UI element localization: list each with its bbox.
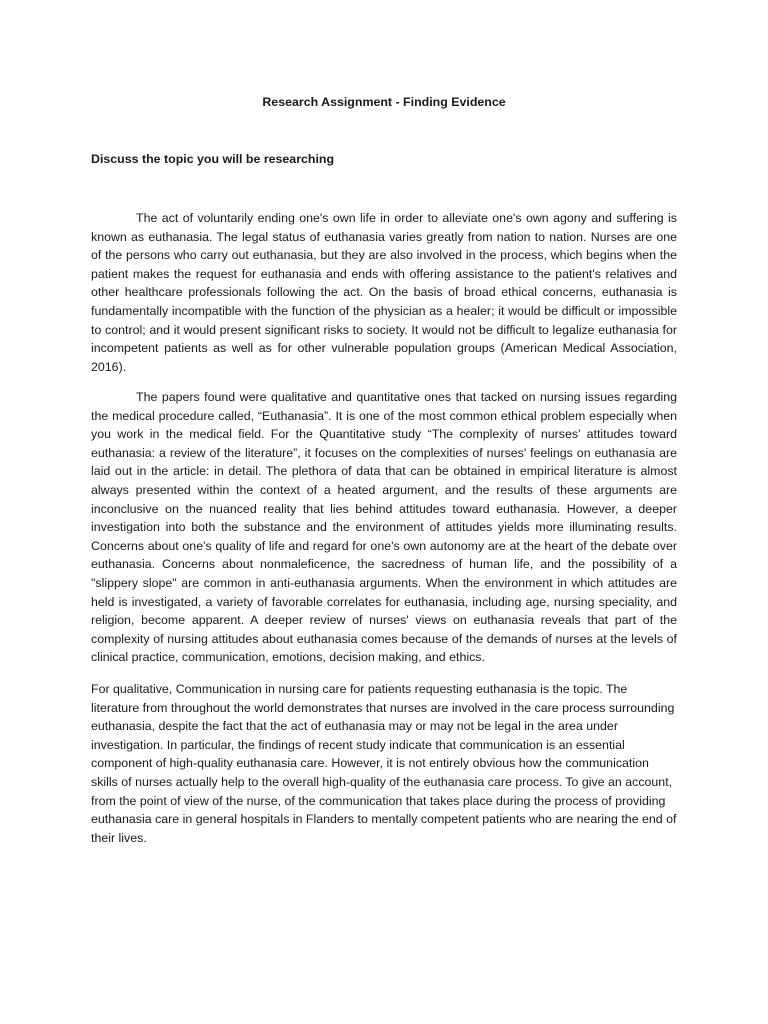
paragraph-quantitative: The papers found were qualitative and quantitative ones that tacked on nursing issues regarding the medical procedure called, “Euthanasia”. It is one of the most common ethical problem especially when you work in the medical field. For the Quantitative study “The complexity of nurses’ attitudes toward euthanasia: a review of the literature”, it focuses on the complexities of nurses' feelings on euthanasia are laid out in the article: in detail. The plethora of data that can be obtained in empirical literature is almost always presented within the context of a heated argument, and the results of these arguments are inconclusive on the nuanced reality that lies behind attitudes toward euthanasia. However, a deeper investigation into both the substance and the environment of attitudes yields more illuminating results. Concerns about one's quality of life and regard for one's own autonomy are at the heart of the debate over euthanasia. Concerns about nonmaleficence, the sacredness of human life, and the possibility of a "slippery slope" are common in anti-euthanasia arguments. When the environment in which attitudes are held is investigated, a variety of favorable correlates for euthanasia, including age, nursing speciality, and religion, become apparent. A deeper review of nurses' views on euthanasia reveals that part of the complexity of nursing attitudes about euthanasia comes because of the demands of nurses at the levels of clinical practice, communication, emotions, decision making, and ethics.	[91, 390, 677, 665]
document-title: Research Assignment - Finding Evidence	[262, 95, 506, 109]
paragraph-intro: The act of voluntarily ending one's own life in order to alleviate one's own agony and suffering is known as euthanasia. The legal status of euthanasia varies greatly from nation to nation. Nurses are one of the persons who carry out euthanasia, but they are also involved in the process, which begins when the patient makes the request for euthanasia and ends with offering assistance to the patient's relatives and other healthcare professionals following the act. On the basis of broad ethical concerns, euthanasia is fundamentally incompatible with the function of the physician as a healer; it would be difficult or impossible to control; and it would present significant risks to society. It would not be difficult to legalize euthanasia for incompetent patients as well as for other vulnerable population groups (American Medical Association, 2016).	[91, 211, 677, 374]
section-heading: Discuss the topic you will be researching	[91, 152, 335, 166]
paragraph-qualitative: For qualitative, Communication in nursing care for patients requesting euthanasia is the topic. The literature from throughout the world demonstrates that nurses are involved in the care process surrounding euthanasia, despite the fact that the act of euthanasia may or may not be legal in the area under investigation. In particular, the findings of recent study indicate that communication is an essential component of high-quality euthanasia care. However, it is not entirely obvious how the communication skills of nurses actually help to the overall high-quality of the euthanasia care process. To give an account, from the point of view of the nurse, of the communication that takes place during the process of providing euthanasia care in general hospitals in Flanders to mentally competent patients who are nearing the end of their lives.	[91, 682, 677, 845]
